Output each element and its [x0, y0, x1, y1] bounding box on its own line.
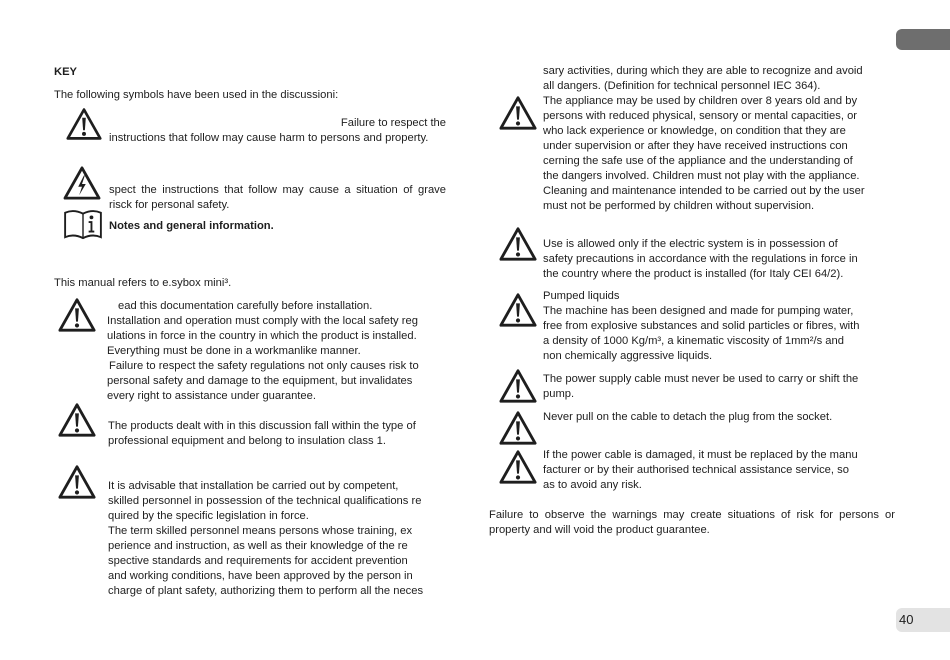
warning-block: The products dealt with in this discussion fall within the type of professional equipment and belong to insulation class 1. [108, 420, 416, 447]
key-intro: The following symbols have been used in the discussioni: [54, 89, 339, 101]
warning-icon [66, 107, 102, 141]
manual-reference: This manual refers to e.sybox mini³. [54, 277, 232, 289]
warning-icon [499, 368, 537, 404]
key-heading: KEY [54, 66, 78, 78]
warning-block: It is advisable that installation be carried out by competent, skilled personnel in possession of the technical qualifications re quired by the specific legislation in force. The term skilled personnel means persons whose training, ex perience and instruction, as well as their knowledge of the re spective standards and requirements for accident prevention and working conditions, have been approved by the person in charge of plant safety, authorizing them to perform all the neces [108, 480, 424, 597]
warning-block: Use is allowed only if the electric system is in possession of safety precautions in accordance with the regulations in force in the country where the product is installed (for Italy CEI 64/2). [543, 238, 858, 280]
electric-warning-icon [63, 166, 101, 200]
warning-icon [58, 464, 96, 500]
key-warning-text: instructions that follow may cause harm to persons and property. [109, 132, 429, 144]
info-book-icon [62, 208, 104, 240]
key-info-text: Notes and general information. [109, 220, 274, 232]
warning-block: ead this documentation carefully before installation. Installation and operation must comply with the local safety reg ulations in force in the country in which the product is installed. Everything must be done in a workmanlike manner. Failure to respect the safety regulations not only causes risk to personal safety and damage to the equipment, but invalidates every right to assistance under guarantee. [107, 300, 419, 402]
warning-icon [499, 410, 537, 446]
closing-statement: Failure to observe the warnings may create situations of risk for persons or property and will void the product guarantee. [489, 509, 895, 536]
key-warning-text-first: Failure to respect the [340, 117, 446, 129]
warning-block: Pumped liquids The machine has been designed and made for pumping water, free from explosive substances and solid particles or fibres, with a density of 1000 Kg/m³, a kinematic viscosity of 1mm²/s and non chemically aggressive liquids. [543, 290, 860, 362]
warning-icon [58, 402, 96, 438]
key-electric-text: spect the instructions that follow may cause a situation of grave risck for personal safety. [109, 184, 446, 211]
warning-block: The power supply cable must never be used to carry or shift the pump. [543, 373, 859, 400]
warning-icon [499, 292, 537, 328]
warning-icon [499, 95, 537, 131]
warning-block: Never pull on the cable to detach the plug from the socket. [543, 411, 833, 423]
warning-icon [499, 226, 537, 262]
page-number: 40 [896, 608, 950, 632]
warning-block: If the power cable is damaged, it must be replaced by the manu facturer or by their authorised technical assistance service, so as to avoid any risk. [543, 449, 858, 491]
warning-icon [58, 297, 96, 333]
section-tab [896, 29, 950, 50]
warning-icon [499, 449, 537, 485]
warning-block: sary activities, during which they are able to recognize and avoid all dangers. (Definition for technical personnel IEC 364). The appliance may be used by children over 8 years old and by persons with reduced physical, sensory or mental capacities, or who lack experience or knowledge, on condition that they are under supervision or after they have received instructions con cerning the safe use of the appliance and the understanding of the dangers involved. Children must not play with the appliance. Cleaning and maintenance intended to be carried out by the user must not be performed by children without supervision. [543, 65, 865, 212]
